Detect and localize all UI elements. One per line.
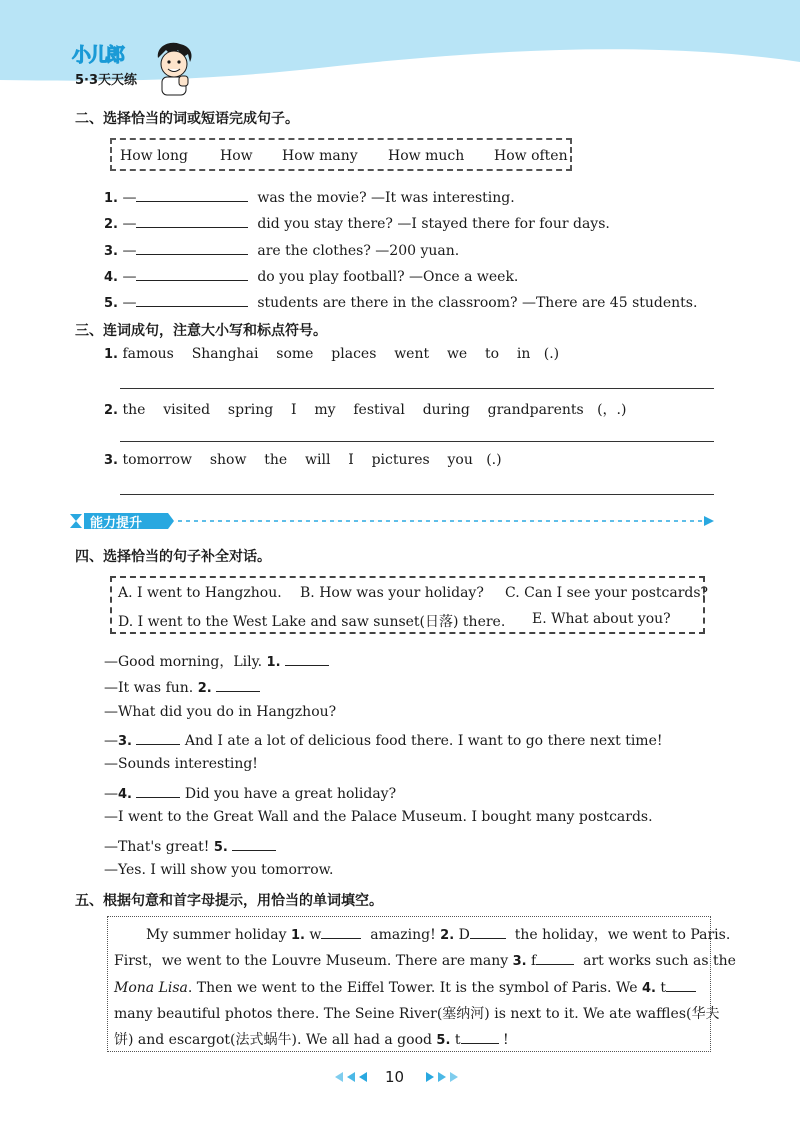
s2-question-4: 4. — do you play football? —Once a week. (104, 266, 518, 285)
answer-blank[interactable] (285, 651, 329, 666)
passage-line-3: Mona Lisa. Then we went to the Eiffel Tower. It is the symbol of Paris. We 4. t (114, 977, 696, 996)
passage-box (107, 916, 736, 1052)
answer-blank[interactable] (136, 292, 248, 307)
mascot-boy-icon (152, 40, 196, 96)
dialogue-line-3: —What did you do in Hangzhou? (104, 704, 337, 720)
options-box (110, 576, 709, 634)
word-bank-item: How long (120, 148, 188, 164)
answer-blank[interactable] (461, 1029, 499, 1044)
answer-line[interactable] (120, 388, 714, 389)
next-arrows-icon (420, 1071, 460, 1083)
dialogue-line-6: —4. Did you have a great holiday? (104, 783, 396, 802)
option-c: C. Can I see your postcards? (505, 585, 709, 601)
s3-question-1: 1. famous Shanghai some places went we to in (.) (104, 346, 560, 362)
answer-line[interactable] (120, 441, 714, 442)
s2-question-3: 3. — are the clothes? —200 yuan. (104, 240, 459, 259)
ability-banner (68, 511, 718, 531)
s3-question-3: 3. tomorrow show the will I pictures you (.) (104, 452, 502, 468)
answer-blank[interactable] (136, 266, 248, 281)
answer-blank[interactable] (136, 783, 180, 798)
brand-title: 小儿郎 (72, 44, 124, 66)
option-d: D. I went to the West Lake and saw sunset(日落) there. (118, 614, 506, 630)
answer-blank[interactable] (216, 677, 260, 692)
s3-question-2: 2. the visited spring I my festival during grandparents (，.) (104, 402, 627, 418)
s2-question-1: 1. — was the movie? —It was interesting. (104, 187, 515, 206)
word-bank-item: How much (388, 148, 465, 164)
section-2-title: 二、选择恰当的词或短语完成句子。 (75, 111, 299, 127)
dialogue-line-4: —3. And I ate a lot of delicious food there. I want to go there next time! (104, 730, 662, 749)
s2-question-5: 5. — students are there in the classroom? —There are 45 students. (104, 292, 697, 311)
answer-blank[interactable] (136, 187, 248, 202)
answer-blank[interactable] (136, 240, 248, 255)
section-5-title: 五、根据句意和首字母提示，用恰当的单词填空。 (75, 893, 383, 909)
option-b: B. How was your holiday? (300, 585, 484, 601)
answer-blank[interactable] (470, 924, 506, 939)
passage-line-2: First，we went to the Louvre Museum. There are many 3. f art works such as the (114, 950, 736, 970)
answer-blank[interactable] (321, 924, 361, 939)
answer-blank[interactable] (666, 977, 696, 992)
banner-label: 能力提升 (90, 516, 143, 531)
answer-blank[interactable] (136, 730, 180, 745)
answer-line[interactable] (120, 494, 714, 495)
section-4-title: 四、选择恰当的句子补全对话。 (75, 549, 271, 565)
answer-blank[interactable] (536, 950, 574, 965)
passage-line-1: My summer holiday 1. w amazing! 2. D the holiday，we went to Paris. (146, 924, 730, 944)
section-3-title: 三、连词成句，注意大小写和标点符号。 (75, 323, 327, 339)
dialogue-line-7: —I went to the Great Wall and the Palace Museum. I bought many postcards. (104, 809, 653, 825)
word-bank-item: How many (282, 148, 358, 164)
dialogue-line-5: —Sounds interesting! (104, 756, 258, 772)
passage-line-5: 饼) and escargot(法式蜗牛). We all had a good 5. t ! (114, 1029, 509, 1049)
dialogue-line-1: —Good morning，Lily. 1. (104, 651, 329, 671)
passage-line-4: many beautiful photos there. The Seine River(塞纳河) is next to it. We ate waffles(华夫 (114, 1006, 720, 1022)
word-bank-item: How often (494, 148, 568, 164)
word-bank-box (110, 138, 572, 171)
page-number: 10 (385, 1068, 405, 1086)
option-e: E. What about you? (532, 611, 671, 627)
dialogue-line-2: —It was fun. 2. (104, 677, 260, 696)
brand-subtitle: 5·3天天练 (75, 73, 138, 88)
prev-arrows-icon (333, 1071, 373, 1083)
dialogue-line-9: —Yes. I will show you tomorrow. (104, 862, 334, 878)
answer-blank[interactable] (232, 836, 276, 851)
word-bank-item: How (220, 148, 253, 164)
answer-blank[interactable] (136, 213, 248, 228)
option-a: A. I went to Hangzhou. (118, 585, 282, 601)
dialogue-line-8: —That's great! 5. (104, 836, 276, 855)
s2-question-2: 2. — did you stay there? —I stayed there for four days. (104, 213, 610, 232)
